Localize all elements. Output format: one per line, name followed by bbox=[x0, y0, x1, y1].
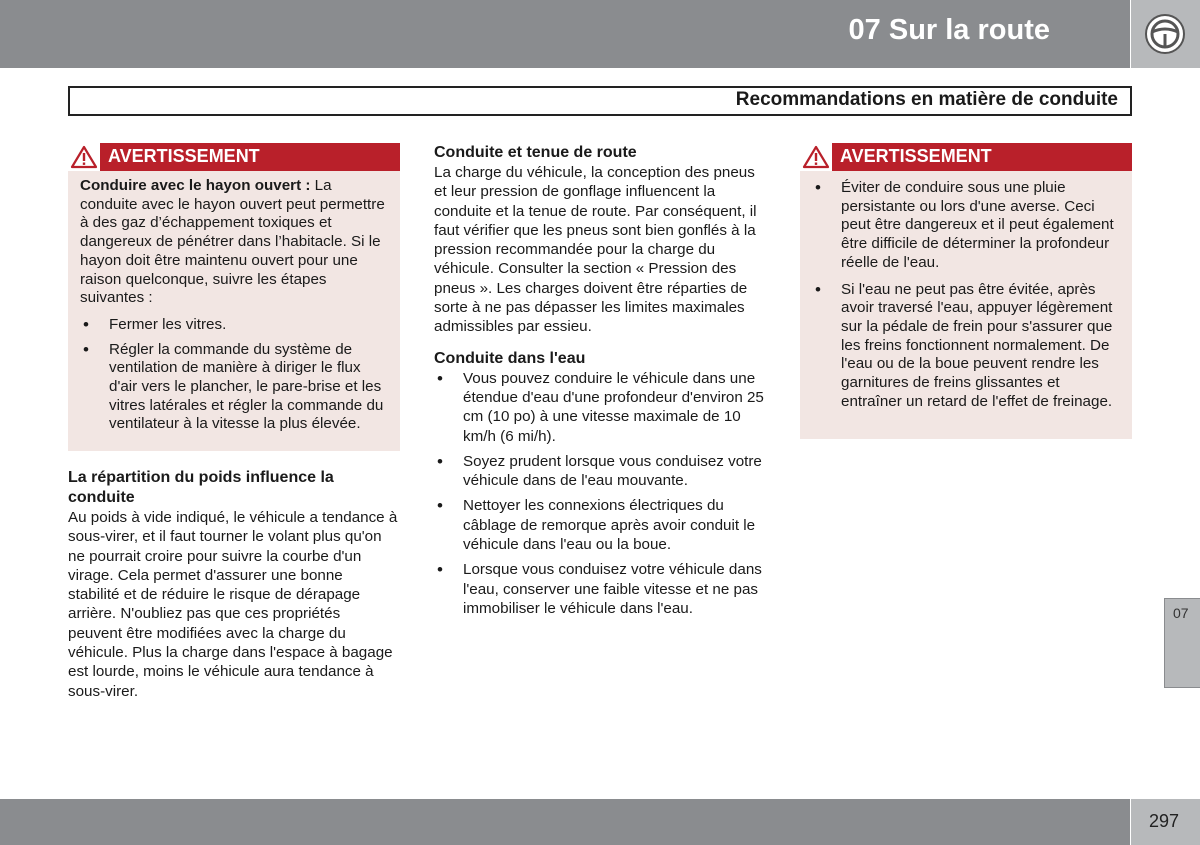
page-number-box bbox=[1131, 799, 1200, 845]
warning-triangle-icon bbox=[70, 145, 98, 169]
warning-box-hatch bbox=[68, 143, 400, 451]
list-item: • Régler la commande du système de ventilation de manière à diriger le flux d'air vers le plancher, le pare-brise et les vitres latérales et régler la commande du ventilateur à la vitesse la plus élevée. bbox=[80, 341, 388, 435]
footer-bar bbox=[0, 799, 1130, 845]
page-number: 297 bbox=[1149, 811, 1180, 831]
header-bar bbox=[0, 0, 1130, 68]
chapter-title: 07 Sur la route bbox=[848, 14, 1050, 46]
list-item: • Soyez prudent lorsque vous conduisez votre véhicule dans de l'eau mouvante. bbox=[434, 452, 766, 491]
warning-intro-text: La conduite avec le hayon ouvert peut permettre à des gaz d’échappement toxiques et dangereux de pénétrer dans l’habitacle. Si le hayon doit être maintenu ouvert pour une raison quelconque, suivre les étapes suivantes : bbox=[80, 177, 385, 307]
weight-heading: La répartition du poids influence la conduite bbox=[68, 469, 334, 506]
water-list bbox=[434, 369, 766, 619]
chapter-tab[interactable] bbox=[1164, 598, 1200, 688]
middle-column bbox=[434, 143, 766, 624]
warning-box-water bbox=[800, 143, 1132, 439]
weight-distribution-section bbox=[68, 468, 398, 701]
weight-paragraph: Au poids à vide indiqué, le véhicule a tendance à sous-virer, et il faut tourner le volant plus qu'on ne pourrait croire pour suivre la courbe d'un virage. Cela permet d'assurer une bonne stabilité et de réduire le risque de dérapage arrière. N'oubliez pas que ces propriétés peuvent être modifiées avec la charge du véhicule. Plus la charge dans l'espace à bagage est lourde, moins le véhicule aura tendance à sous-virer. bbox=[68, 509, 398, 700]
warning-label: AVERTISSEMENT bbox=[840, 146, 992, 166]
chapter-tab-label: 07 bbox=[1173, 605, 1189, 621]
chapter-icon-box bbox=[1131, 0, 1200, 68]
warning-header bbox=[800, 143, 1132, 171]
list-item: • Lorsque vous conduisez votre véhicule dans l'eau, conserver une faible vitesse et ne pas immobiliser le véhicule dans l'eau. bbox=[434, 560, 766, 618]
list-item: • Vous pouvez conduire le véhicule dans une étendue d'eau d'une profondeur d'environ 25 cm (10 po) à une vitesse maximale de 10 km/h (6 mi/h). bbox=[434, 369, 766, 446]
warning-body bbox=[68, 171, 400, 450]
warning-list bbox=[812, 179, 1120, 411]
steering-wheel-icon bbox=[1144, 13, 1186, 55]
warning-list bbox=[80, 316, 388, 434]
handling-heading: Conduite et tenue de route bbox=[434, 144, 637, 161]
warning-body bbox=[800, 171, 1132, 427]
warning-label: AVERTISSEMENT bbox=[108, 146, 260, 166]
warning-icon-container bbox=[800, 143, 832, 171]
section-bar bbox=[68, 86, 1132, 116]
warning-intro-bold: Conduire avec le hayon ouvert : bbox=[80, 177, 311, 194]
warning-icon-container bbox=[68, 143, 100, 171]
handling-paragraph: La charge du véhicule, la conception des pneus et leur pression de gonflage influencent la conduite et la tenue de route. Par conséquent, il faut vérifier que les pneus sont bien gonflés à la pression recommandée pour la charge du véhicule. Consulter la section « Pression des pneus ». Les charges doivent être réparties de sorte à ne pas dépasser les limites maximales admissibles par essieu. bbox=[434, 164, 757, 336]
warning-intro bbox=[80, 177, 388, 308]
list-item: • Fermer les vitres. bbox=[80, 316, 388, 335]
list-item: • Nettoyer les connexions électriques du câblage de remorque après avoir conduit le véhicule dans l'eau ou la boue. bbox=[434, 496, 766, 554]
section-title: Recommandations en matière de conduite bbox=[735, 89, 1118, 110]
warning-header bbox=[68, 143, 400, 171]
list-item: • Si l'eau ne peut pas être évitée, après avoir traversé l'eau, appuyer légèrement sur la pédale de frein pour s'assurer que les freins fonctionnent normalement. De l'eau ou de la boue peuvent rendre les garnitures de freins glissantes et entraîner un retard de l'effet de freinage. bbox=[812, 281, 1120, 412]
water-heading: Conduite dans l'eau bbox=[434, 349, 586, 367]
warning-triangle-icon bbox=[802, 145, 830, 169]
list-item: • Éviter de conduire sous une pluie persistante ou lors d'une averse. Ceci peut être dangereux et il peut également être difficile de déterminer la profondeur réelle de l'eau. bbox=[812, 179, 1120, 273]
